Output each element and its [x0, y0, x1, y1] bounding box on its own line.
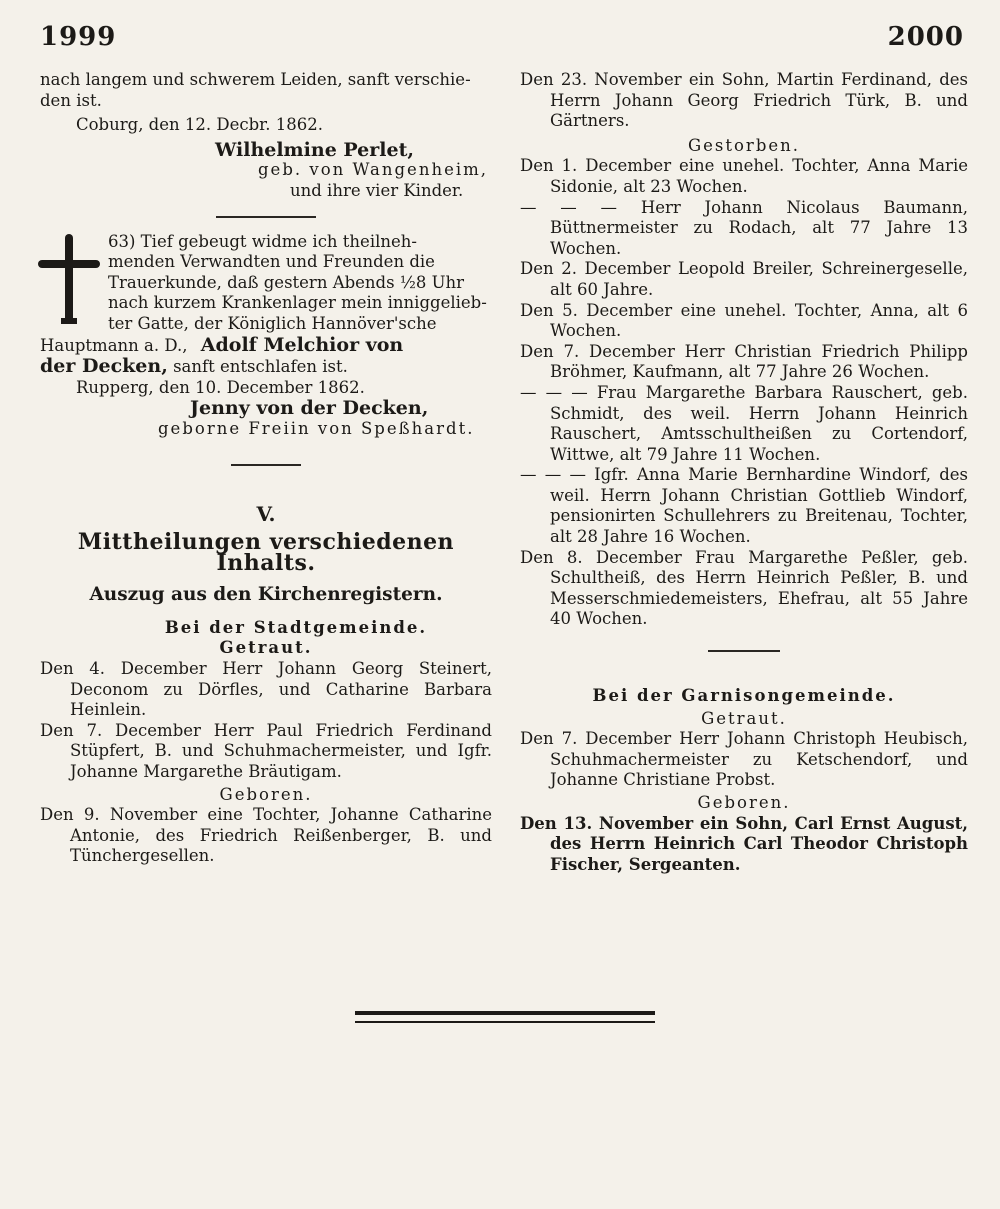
register-entry: Den 1. December eine unehel. Tochter, Anna Marie Sidonie, alt 23 Wochen.: [520, 156, 968, 196]
death-notice-63: [40, 232, 492, 440]
continued-line: nach langem und schwerem Leiden, sanft verschie-: [40, 70, 471, 89]
married-heading: Getraut.: [701, 708, 787, 728]
register-entry: Den 7. December Herr Paul Friedrich Ferdinand Stüpfert, B. und Schuhmachermeister, und Igfr. Johanne Margarethe Bräutigam.: [40, 720, 492, 782]
register-entry: Den 5. December eine unehel. Tochter, Anna, alt 6 Wochen.: [520, 300, 968, 341]
register-entry: — — — Herr Johann Nicolaus Baumann, Büttnermeister zu Rodach, alt 77 Jahre 13 Wochen.: [520, 197, 968, 258]
latin-cross-icon: [38, 234, 100, 326]
bottom-double-rule: [355, 1011, 655, 1015]
register-entry: Den 8. December Frau Margarethe Peßler, geb. Schultheiß, des Herrn Heinrich Peßler, B. und Messerschmiedemeisters, Ehefrau, alt 55 Jahre 40 Wochen.: [520, 547, 968, 629]
right-column: [520, 70, 968, 875]
page-number-left: 1999: [40, 22, 117, 52]
register-entry: Den 13. November ein Sohn, Carl Ernst August, des Herrn Heinrich Carl Theodor Christoph Fischer, Sergeanten.: [520, 813, 968, 874]
notice-line: menden Verwandten und Freunden die: [108, 252, 435, 272]
parish-heading: Bei der Stadtgemeinde.: [164, 617, 428, 637]
signer-birth-name: geborne Freiin von Speßhardt.: [158, 418, 475, 438]
place-date: Coburg, den 12. Decbr. 1862.: [76, 115, 323, 135]
notice-line: [40, 356, 492, 378]
signer-family: und ihre vier Kinder.: [290, 180, 464, 200]
register-entry: Den 4. December Herr Johann Georg Steinert, Deconom zu Dörfles, und Catharine Barbara Heinlein.: [40, 659, 492, 720]
deceased-name-cont: der Decken,: [40, 355, 168, 378]
parish-heading: Bei der Garnisongemeinde.: [592, 686, 896, 706]
signer-birth-name: geb. von Wangenheim,: [258, 160, 489, 180]
notice-line: Trauerkunde, daß gestern Abends ½8 Uhr: [108, 272, 464, 292]
separator-rule: [708, 650, 780, 652]
notice-line: ter Gatte, der Königlich Hannöver'sche: [108, 313, 437, 333]
register-entry: — — — Igfr. Anna Marie Bernhardine Windorf, des weil. Herrn Johann Christian Gottlieb Windorf, pensionirten Schullehrers zu Breitenau, Tochter, alt 28 Jahre 16 Wochen.: [520, 465, 968, 547]
signer-name: Wilhelmine Perlet,: [215, 138, 414, 161]
signer-name: Jenny von der Decken,: [190, 397, 429, 420]
subsection-title: Auszug aus den Kirchenregistern.: [89, 584, 443, 606]
notice-line: [40, 335, 492, 357]
section-numeral: V.: [256, 501, 276, 526]
section-title: Mittheilungen verschiedenen Inhalts.: [77, 529, 455, 576]
died-heading: Gestorben.: [687, 135, 801, 155]
continued-line: den ist.: [40, 90, 102, 110]
born-heading: Geboren.: [697, 793, 791, 812]
notice-tail: sanft entschlafen ist.: [173, 357, 348, 377]
place-date: Rupperg, den 10. December 1862.: [76, 377, 365, 397]
register-entry: — — — Frau Margarethe Barbara Rauschert, geb. Schmidt, des weil. Herrn Johann Heinrich Rauschert, Amtsschultheißen zu Cortendorf, Wittwe, alt 79 Jahre 11 Wochen.: [520, 382, 968, 464]
separator-rule: [231, 464, 301, 466]
married-heading: Getraut.: [219, 638, 313, 658]
notice-line: 63) Tief gebeugt widme ich theilneh-: [108, 231, 417, 251]
register-entry: Den 9. November eine Tochter, Johanne Catharine Antonie, des Friedrich Reißenberger, B. und Tünchergesellen.: [40, 805, 492, 866]
register-entry: Den 2. December Leopold Breiler, Schreinergeselle, alt 60 Jahre.: [520, 259, 968, 299]
deceased-rank: Hauptmann a. D.,: [40, 335, 188, 355]
register-entry: Den 7. December Herr Christian Friedrich Philipp Bröhmer, Kaufmann, alt 77 Jahre 26 Wochen.: [520, 341, 968, 382]
deceased-name: Adolf Melchior von: [200, 333, 404, 356]
separator-rule: [216, 216, 316, 218]
register-entry: Den 23. November ein Sohn, Martin Ferdinand, des Herrn Johann Georg Friedrich Türk, B. und Gärtners.: [520, 70, 968, 131]
page-number-right: 2000: [887, 22, 964, 52]
born-heading: Geboren.: [219, 784, 313, 804]
bottom-double-rule-thin: [355, 1021, 655, 1023]
left-column: [40, 70, 492, 867]
register-entry: Den 7. December Herr Johann Christoph Heubisch, Schuhmachermeister zu Ketschendorf, und Johanne Christiane Probst.: [520, 729, 968, 790]
notice-line: nach kurzem Krankenlager mein inniggelieb-: [108, 293, 487, 313]
